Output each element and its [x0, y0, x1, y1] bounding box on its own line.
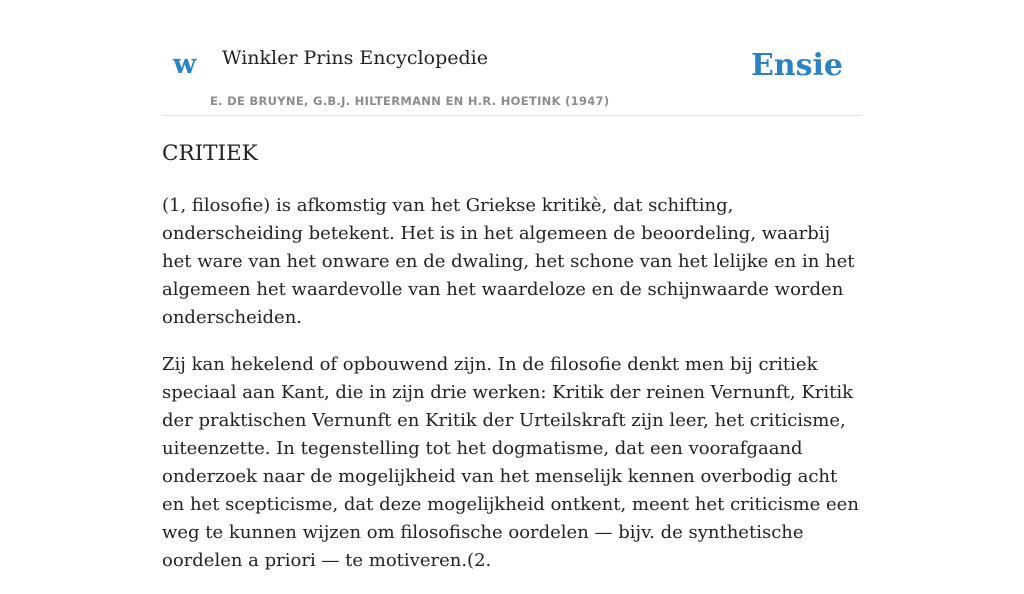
- article-paragraph: Zij kan hekelend of opbouwend zijn. In de filosofie denkt men bij critiek speciaal aan Kant, die in zijn drie werken: Kritik der reinen Vernunft, Kritik der praktischen Vernunft en Kritik der Urteilskraft zijn leer, het criticisme, uiteenzette. In tegenstelling tot het dogmatisme, dat een voorafgaand onderzoek naar de mogelijkheid van het menselijk kennen overbodig acht en het scepticisme, dat deze mogelijkheid ontkent, meent het criticisme een weg te kunnen wijzen om filosofische oordelen — bijv. de synthetische oordelen a priori — te motiveren.(2.: [162, 354, 859, 571]
- ensie-logo[interactable]: Ensie: [750, 48, 843, 83]
- article-title: CRITIEK: [162, 141, 258, 166]
- article-body: [162, 192, 862, 594]
- article-paragraph: (1, filosofie) is afkomstig van het Griekse kritikè, dat schifting, onderscheiding betekent. Het is in het algemeen de beoordeling, waarbij het ware van het onware en de dwaling, het schone van het lelijke en in het algemeen het waardevolle van het waardeloze en de schijnwaarde worden onderscheiden.: [162, 195, 855, 328]
- publication-logo[interactable]: w: [173, 49, 197, 80]
- publication-header: [162, 38, 862, 116]
- publication-title[interactable]: Winkler Prins Encyclopedie: [222, 47, 488, 69]
- publication-authors: E. DE BRUYNE, G.B.J. HILTERMANN EN H.R. HOETINK (1947): [210, 94, 610, 108]
